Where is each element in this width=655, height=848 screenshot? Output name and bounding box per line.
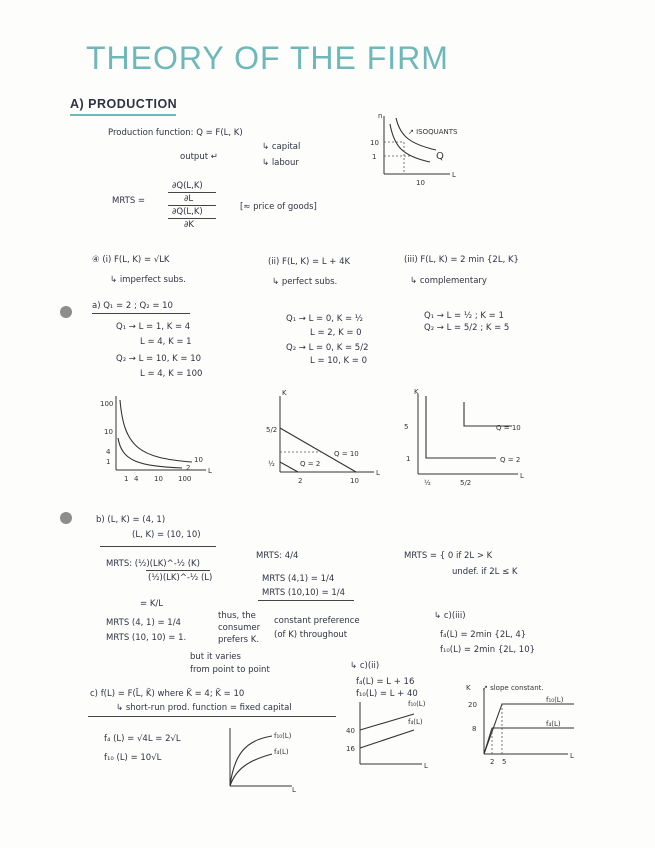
varies-note-1: but it varies bbox=[190, 652, 241, 662]
g2-k-label: K bbox=[282, 389, 287, 397]
g2-x-10: 10 bbox=[350, 477, 359, 485]
punch-hole-bottom bbox=[60, 512, 72, 524]
g-c3-f10: f₁₀(L) bbox=[546, 696, 564, 704]
constant-note-1: constant preference bbox=[274, 616, 360, 626]
part-b-head: b) (L, K) = (4, 1) bbox=[96, 515, 166, 525]
g-c2-f4: f₄(L) bbox=[408, 718, 423, 726]
part-a-c1-r2: L = 4, K = 1 bbox=[140, 337, 192, 347]
g1-y-1: 1 bbox=[106, 458, 111, 466]
g-c2-l: L bbox=[424, 762, 428, 770]
case-i: ④ (i) F(L, K) = √LK bbox=[92, 255, 170, 265]
mrts-case-ii-a: MRTS (4,1) = 1/4 bbox=[262, 574, 335, 584]
mrts-num-bot: ∂L bbox=[184, 194, 194, 204]
mrts-case-iii-b: undef. if 2L ≤ K bbox=[452, 567, 518, 577]
mrts-case-i-num: MRTS: (½)(LK)^-½ (K) bbox=[106, 559, 200, 569]
g1-x-100: 100 bbox=[178, 475, 192, 483]
mrts-case-i-bar bbox=[146, 570, 210, 571]
part-a-underline bbox=[92, 313, 190, 314]
g1-y-100: 100 bbox=[100, 400, 114, 408]
graph-complements bbox=[400, 388, 530, 488]
g-c2-y16: 16 bbox=[346, 745, 355, 753]
part-a-c3-r1: Q₁ → L = ½ ; K = 1 bbox=[424, 311, 504, 321]
case-iii-sub: ↳ complementary bbox=[410, 276, 487, 286]
g3-x-half: ½ bbox=[424, 479, 431, 487]
part-a-c1-r3: Q₂ → L = 10, K = 10 bbox=[116, 354, 202, 364]
part-c-f10: f₁₀ (L) = 10√L bbox=[104, 753, 162, 763]
mrts-note-2: consumer bbox=[218, 623, 261, 633]
g2-y-5-2: 5/2 bbox=[266, 426, 278, 434]
isoquant-x-axis-label: L bbox=[452, 171, 456, 179]
g2-l-label: L bbox=[376, 469, 380, 477]
g-c3-slope: ↗ slope constant. bbox=[482, 684, 544, 692]
g-c3-y20: 20 bbox=[468, 701, 477, 709]
case-ii-sub: ↳ perfect subs. bbox=[272, 277, 338, 287]
output-label: output ↵ bbox=[180, 152, 218, 162]
isoquant-graph bbox=[370, 112, 480, 190]
mrts-case-ii-underline bbox=[258, 600, 354, 601]
labour-label: ↳ labour bbox=[262, 158, 299, 168]
mrts-label: MRTS = bbox=[112, 196, 146, 206]
part-c-underline bbox=[88, 716, 336, 717]
part-ciii-b: f₁₀(L) = 2min {2L, 10} bbox=[440, 645, 536, 655]
isoquant-y-tick-10: 10 bbox=[370, 139, 379, 147]
part-a-c2-r4: L = 10, K = 0 bbox=[310, 356, 367, 366]
g-c3-f4: f₄(L) bbox=[546, 720, 561, 728]
graph-min-functions bbox=[462, 682, 592, 772]
part-a-c2-r2: L = 2, K = 0 bbox=[310, 328, 362, 338]
section-heading: A) PRODUCTION bbox=[70, 97, 178, 111]
part-b-head2: (L, K) = (10, 10) bbox=[132, 530, 201, 540]
capital-label: ↳ capital bbox=[262, 142, 301, 152]
mrts-result-2: MRTS (10, 10) = 1. bbox=[106, 633, 187, 643]
g1-x-10: 10 bbox=[154, 475, 163, 483]
mrts-case-ii: MRTS: 4/4 bbox=[256, 551, 299, 561]
mrts-case-i-eq: = K/L bbox=[140, 599, 163, 609]
part-a-head: a) Q₁ = 2 ; Q₂ = 10 bbox=[92, 301, 173, 311]
g3-l-label: L bbox=[520, 472, 524, 480]
g3-k-label: K bbox=[414, 388, 419, 396]
varies-note-2: from point to point bbox=[190, 665, 270, 675]
mrts-case-iii: MRTS = { 0 if 2L > K bbox=[404, 551, 493, 561]
g3-x-5-2: 5/2 bbox=[460, 479, 472, 487]
mrts-den-bot: ∂K bbox=[184, 220, 194, 230]
mrts-note-1: thus, the bbox=[218, 611, 256, 621]
g-c3-l: L bbox=[570, 752, 574, 760]
part-c-f4: f₄ (L) = √4L = 2√L bbox=[104, 734, 181, 744]
mrts-case-i-den: (½)(LK)^-½ (L) bbox=[148, 573, 213, 583]
page-title: THEORY OF THE FIRM bbox=[86, 40, 449, 76]
g1-x-1: 1 bbox=[124, 475, 129, 483]
part-ciii-head: ↳ c)(iii) bbox=[434, 611, 466, 621]
mrts-note: [≈ price of goods] bbox=[240, 202, 317, 212]
g2-q10: Q = 10 bbox=[334, 450, 359, 458]
part-a-c3-r2: Q₂ → L = 5/2 ; K = 5 bbox=[424, 323, 510, 333]
mrts-num-top: ∂Q(L,K) bbox=[172, 181, 203, 191]
part-cii-head: ↳ c)(ii) bbox=[350, 661, 380, 671]
isoquant-x-tick-10: 10 bbox=[416, 179, 425, 187]
case-iii: (iii) F(L, K) = 2 min {2L, K} bbox=[404, 255, 519, 265]
g-c2-f10: f₁₀(L) bbox=[408, 700, 426, 708]
g1-y-10: 10 bbox=[104, 428, 113, 436]
g2-q2: Q = 2 bbox=[300, 460, 321, 468]
g3-q10: Q = 10 bbox=[496, 424, 521, 432]
graph-linear-functions bbox=[342, 700, 452, 770]
g-c1-f10: f₁₀(L) bbox=[274, 732, 292, 740]
g1-y-4: 4 bbox=[106, 448, 111, 456]
g3-q2: Q = 2 bbox=[500, 456, 521, 464]
mrts-den-line bbox=[168, 218, 216, 219]
g1-q2: 2 bbox=[186, 464, 191, 472]
mrts-case-ii-b: MRTS (10,10) = 1/4 bbox=[262, 588, 346, 598]
isoquants-label: ↗ ISOQUANTS bbox=[408, 128, 458, 136]
g-c2-y40: 40 bbox=[346, 727, 355, 735]
part-c-head: c) f(L) = F(L̄, K̄) where K̄ = 4; K̄ = 10 bbox=[90, 689, 245, 699]
g-c1-l: L bbox=[292, 786, 296, 794]
graph-sqrt-functions bbox=[222, 724, 312, 794]
isoquant-y-axis-label: n bbox=[378, 112, 383, 120]
part-a-c1-r4: L = 4, K = 100 bbox=[140, 369, 203, 379]
g3-y-5: 5 bbox=[404, 423, 409, 431]
mrts-num-line bbox=[168, 192, 216, 193]
part-c-sub: ↳ short-run prod. function = fixed capital bbox=[116, 703, 292, 713]
part-b-underline bbox=[100, 546, 216, 547]
g3-y-1: 1 bbox=[406, 455, 411, 463]
section-underline bbox=[70, 114, 176, 116]
part-a-c2-r1: Q₁ → L = 0, K = ½ bbox=[286, 314, 364, 324]
mrts-result-1: MRTS (4, 1) = 1/4 bbox=[106, 618, 181, 628]
graph-imperfect-subs bbox=[100, 388, 220, 488]
part-cii-a: f₄(L) = L + 16 bbox=[356, 677, 415, 687]
mrts-fraction-bar bbox=[168, 205, 216, 206]
g1-x-4: 4 bbox=[134, 475, 139, 483]
g1-q10: 10 bbox=[194, 456, 203, 464]
graph-perfect-subs bbox=[264, 390, 384, 488]
g1-l-label: L bbox=[208, 467, 212, 475]
g-c3-x5: 5 bbox=[502, 758, 507, 766]
g2-y-half: ½ bbox=[268, 460, 275, 468]
isoquant-y-tick-1: 1 bbox=[372, 153, 377, 161]
punch-hole-top bbox=[60, 306, 72, 318]
g-c3-x2: 2 bbox=[490, 758, 495, 766]
part-ciii-a: f₄(L) = 2min {2L, 4} bbox=[440, 630, 527, 640]
mrts-note-3: prefers K. bbox=[218, 635, 260, 645]
g-c1-f4: f₄(L) bbox=[274, 748, 289, 756]
g-c3-y8: 8 bbox=[472, 725, 477, 733]
case-i-sub: ↳ imperfect subs. bbox=[110, 275, 186, 285]
g2-x-2: 2 bbox=[298, 477, 303, 485]
production-function: Production function: Q = F(L, K) bbox=[108, 128, 243, 138]
part-a-c1-r1: Q₁ → L = 1, K = 4 bbox=[116, 322, 191, 332]
g-c3-k: K bbox=[466, 684, 471, 692]
constant-note-2: (of K) throughout bbox=[274, 630, 348, 640]
mrts-den-top: ∂Q(L,K) bbox=[172, 207, 203, 217]
part-a-c2-r3: Q₂ → L = 0, K = 5/2 bbox=[286, 343, 369, 353]
part-cii-b: f₁₀(L) = L + 40 bbox=[356, 689, 418, 699]
isoquant-q-label: Q bbox=[436, 151, 444, 162]
case-ii: (ii) F(L, K) = L + 4K bbox=[268, 257, 351, 267]
